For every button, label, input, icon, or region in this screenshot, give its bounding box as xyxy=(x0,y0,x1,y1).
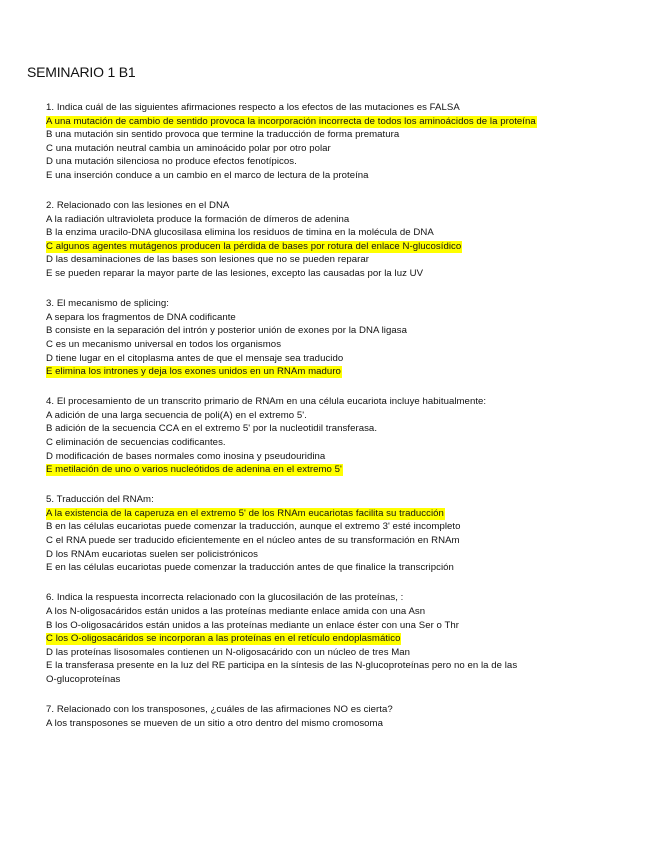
line-text: D tiene lugar en el citoplasma antes de que el mensaje sea traducido xyxy=(46,352,344,364)
answer-option xyxy=(46,646,646,660)
answer-option xyxy=(46,605,646,619)
line-text: D los RNAm eucariotas suelen ser policistrónicos xyxy=(46,548,258,560)
answer-option xyxy=(46,115,646,129)
answer-option xyxy=(46,463,646,477)
line-text: B adición de la secuencia CCA en el extremo 5' por la nucleotidil transferasa. xyxy=(46,423,378,435)
answer-option xyxy=(46,632,646,646)
line-text: B en las células eucariotas puede comenzar la traducción, aunque el extremo 3' esté incompleto xyxy=(46,521,461,533)
line-text: C una mutación neutral cambia un aminoácido polar por otro polar xyxy=(46,142,331,154)
highlighted-answer-text: A una mutación de cambio de sentido provoca la incorporación incorrecta de todos los aminoácidos de la proteína xyxy=(46,115,536,127)
line-text: B una mutación sin sentido provoca que termine la traducción de forma prematura xyxy=(46,129,400,141)
highlighted-answer-text: C algunos agentes mutágenos producen la pérdida de bases por rotura del enlace N-glucosídico xyxy=(46,240,462,252)
answer-option xyxy=(46,659,646,673)
line-text: A adición de una larga secuencia de poli(A) en el extremo 5'. xyxy=(46,409,307,421)
line-text: D una mutación silenciosa no produce efectos fenotípicos. xyxy=(46,156,297,168)
answer-option xyxy=(46,311,646,325)
answer-option xyxy=(46,548,646,562)
line-text: D modificación de bases normales como inosina y pseudouridina xyxy=(46,450,326,462)
line-text: A separa los fragmentos de DNA codificante xyxy=(46,311,236,323)
answer-option xyxy=(46,507,646,521)
answer-option xyxy=(46,561,646,575)
question-5 xyxy=(46,493,646,575)
question-statement xyxy=(46,703,646,717)
document-title: SEMINARIO 1 B1 xyxy=(27,64,136,80)
answer-option xyxy=(46,422,646,436)
question-1 xyxy=(46,101,646,183)
question-2 xyxy=(46,199,646,281)
answer-option xyxy=(46,717,646,731)
answer-option xyxy=(46,155,646,169)
answer-option xyxy=(46,365,646,379)
line-text: 5. Traducción del RNAm: xyxy=(46,494,154,506)
highlighted-answer-text: E metilación de uno o varios nucleótidos de adenina en el extremo 5' xyxy=(46,464,342,476)
line-text: A los N-oligosacáridos están unidos a las proteínas mediante enlace amida con una Asn xyxy=(46,605,426,617)
answer-option xyxy=(46,436,646,450)
answer-option xyxy=(46,520,646,534)
question-6 xyxy=(46,591,646,686)
line-text: 7. Relacionado con los transposones, ¿cuáles de las afirmaciones NO es cierta? xyxy=(46,703,393,715)
answer-option xyxy=(46,253,646,267)
question-list xyxy=(46,101,646,747)
line-text: 4. El procesamiento de un transcrito primario de RNAm en una célula eucariota incluye habitualmente: xyxy=(46,396,487,408)
line-text: A la radiación ultravioleta produce la formación de dímeros de adenina xyxy=(46,213,350,225)
question-statement xyxy=(46,101,646,115)
line-text: B consiste en la separación del intrón y posterior unión de exones por la DNA ligasa xyxy=(46,325,407,337)
line-text: C el RNA puede ser traducido eficientemente en el núcleo antes de su transformación en RNAm xyxy=(46,535,460,547)
answer-option xyxy=(46,352,646,366)
answer-option xyxy=(46,240,646,254)
question-statement xyxy=(46,395,646,409)
line-text: E se pueden reparar la mayor parte de las lesiones, excepto las causadas por la luz UV xyxy=(46,268,424,280)
answer-option xyxy=(46,142,646,156)
question-7 xyxy=(46,703,646,730)
line-text: B la enzima uracilo-DNA glucosilasa elimina los residuos de timina en la molécula de DNA xyxy=(46,227,434,239)
answer-option xyxy=(46,534,646,548)
question-statement xyxy=(46,199,646,213)
question-statement xyxy=(46,297,646,311)
answer-option xyxy=(46,450,646,464)
line-text: O-glucoproteínas xyxy=(46,673,121,685)
line-text: 3. El mecanismo de splicing: xyxy=(46,298,169,310)
line-text: 1. Indica cuál de las siguientes afirmaciones respecto a los efectos de las mutaciones es FALSA xyxy=(46,102,460,113)
line-text: A los transposones se mueven de un sitio a otro dentro del mismo cromosoma xyxy=(46,717,383,729)
answer-option xyxy=(46,128,646,142)
line-text: E la transferasa presente en la luz del RE participa en la síntesis de las N-glucoproteínas pero no en la de las xyxy=(46,660,518,672)
highlighted-answer-text: C los O-oligosacáridos se incorporan a las proteínas en el retículo endoplasmático xyxy=(46,633,401,645)
question-3 xyxy=(46,297,646,379)
answer-option xyxy=(46,673,646,687)
question-4 xyxy=(46,395,646,477)
line-text: C eliminación de secuencias codificantes. xyxy=(46,436,226,448)
highlighted-answer-text: E elimina los intrones y deja los exones unidos en un RNAm maduro xyxy=(46,366,341,378)
answer-option xyxy=(46,226,646,240)
answer-option xyxy=(46,619,646,633)
answer-option xyxy=(46,267,646,281)
line-text: E una inserción conduce a un cambio en el marco de lectura de la proteína xyxy=(46,169,369,181)
question-statement xyxy=(46,493,646,507)
line-text: C es un mecanismo universal en todos los organismos xyxy=(46,338,282,350)
answer-option xyxy=(46,409,646,423)
line-text: 6. Indica la respuesta incorrecta relacionado con la glucosilación de las proteínas, : xyxy=(46,592,404,604)
line-text: B los O-oligosacáridos están unidos a las proteínas mediante un enlace éster con una Ser o Thr xyxy=(46,619,460,631)
line-text: E en las células eucariotas puede comenzar la traducción antes de que finalice la transcripción xyxy=(46,562,454,574)
answer-option xyxy=(46,169,646,183)
answer-option xyxy=(46,213,646,227)
highlighted-answer-text: A la existencia de la caperuza en el extremo 5' de los RNAm eucariotas facilita su traducción xyxy=(46,507,444,519)
line-text: 2. Relacionado con las lesiones en el DNA xyxy=(46,200,230,212)
question-statement xyxy=(46,591,646,605)
answer-option xyxy=(46,338,646,352)
line-text: D las proteínas lisosomales contienen un N-oligosacárido con un núcleo de tres Man xyxy=(46,646,411,658)
line-text: D las desaminaciones de las bases son lesiones que no se pueden reparar xyxy=(46,254,370,266)
answer-option xyxy=(46,324,646,338)
